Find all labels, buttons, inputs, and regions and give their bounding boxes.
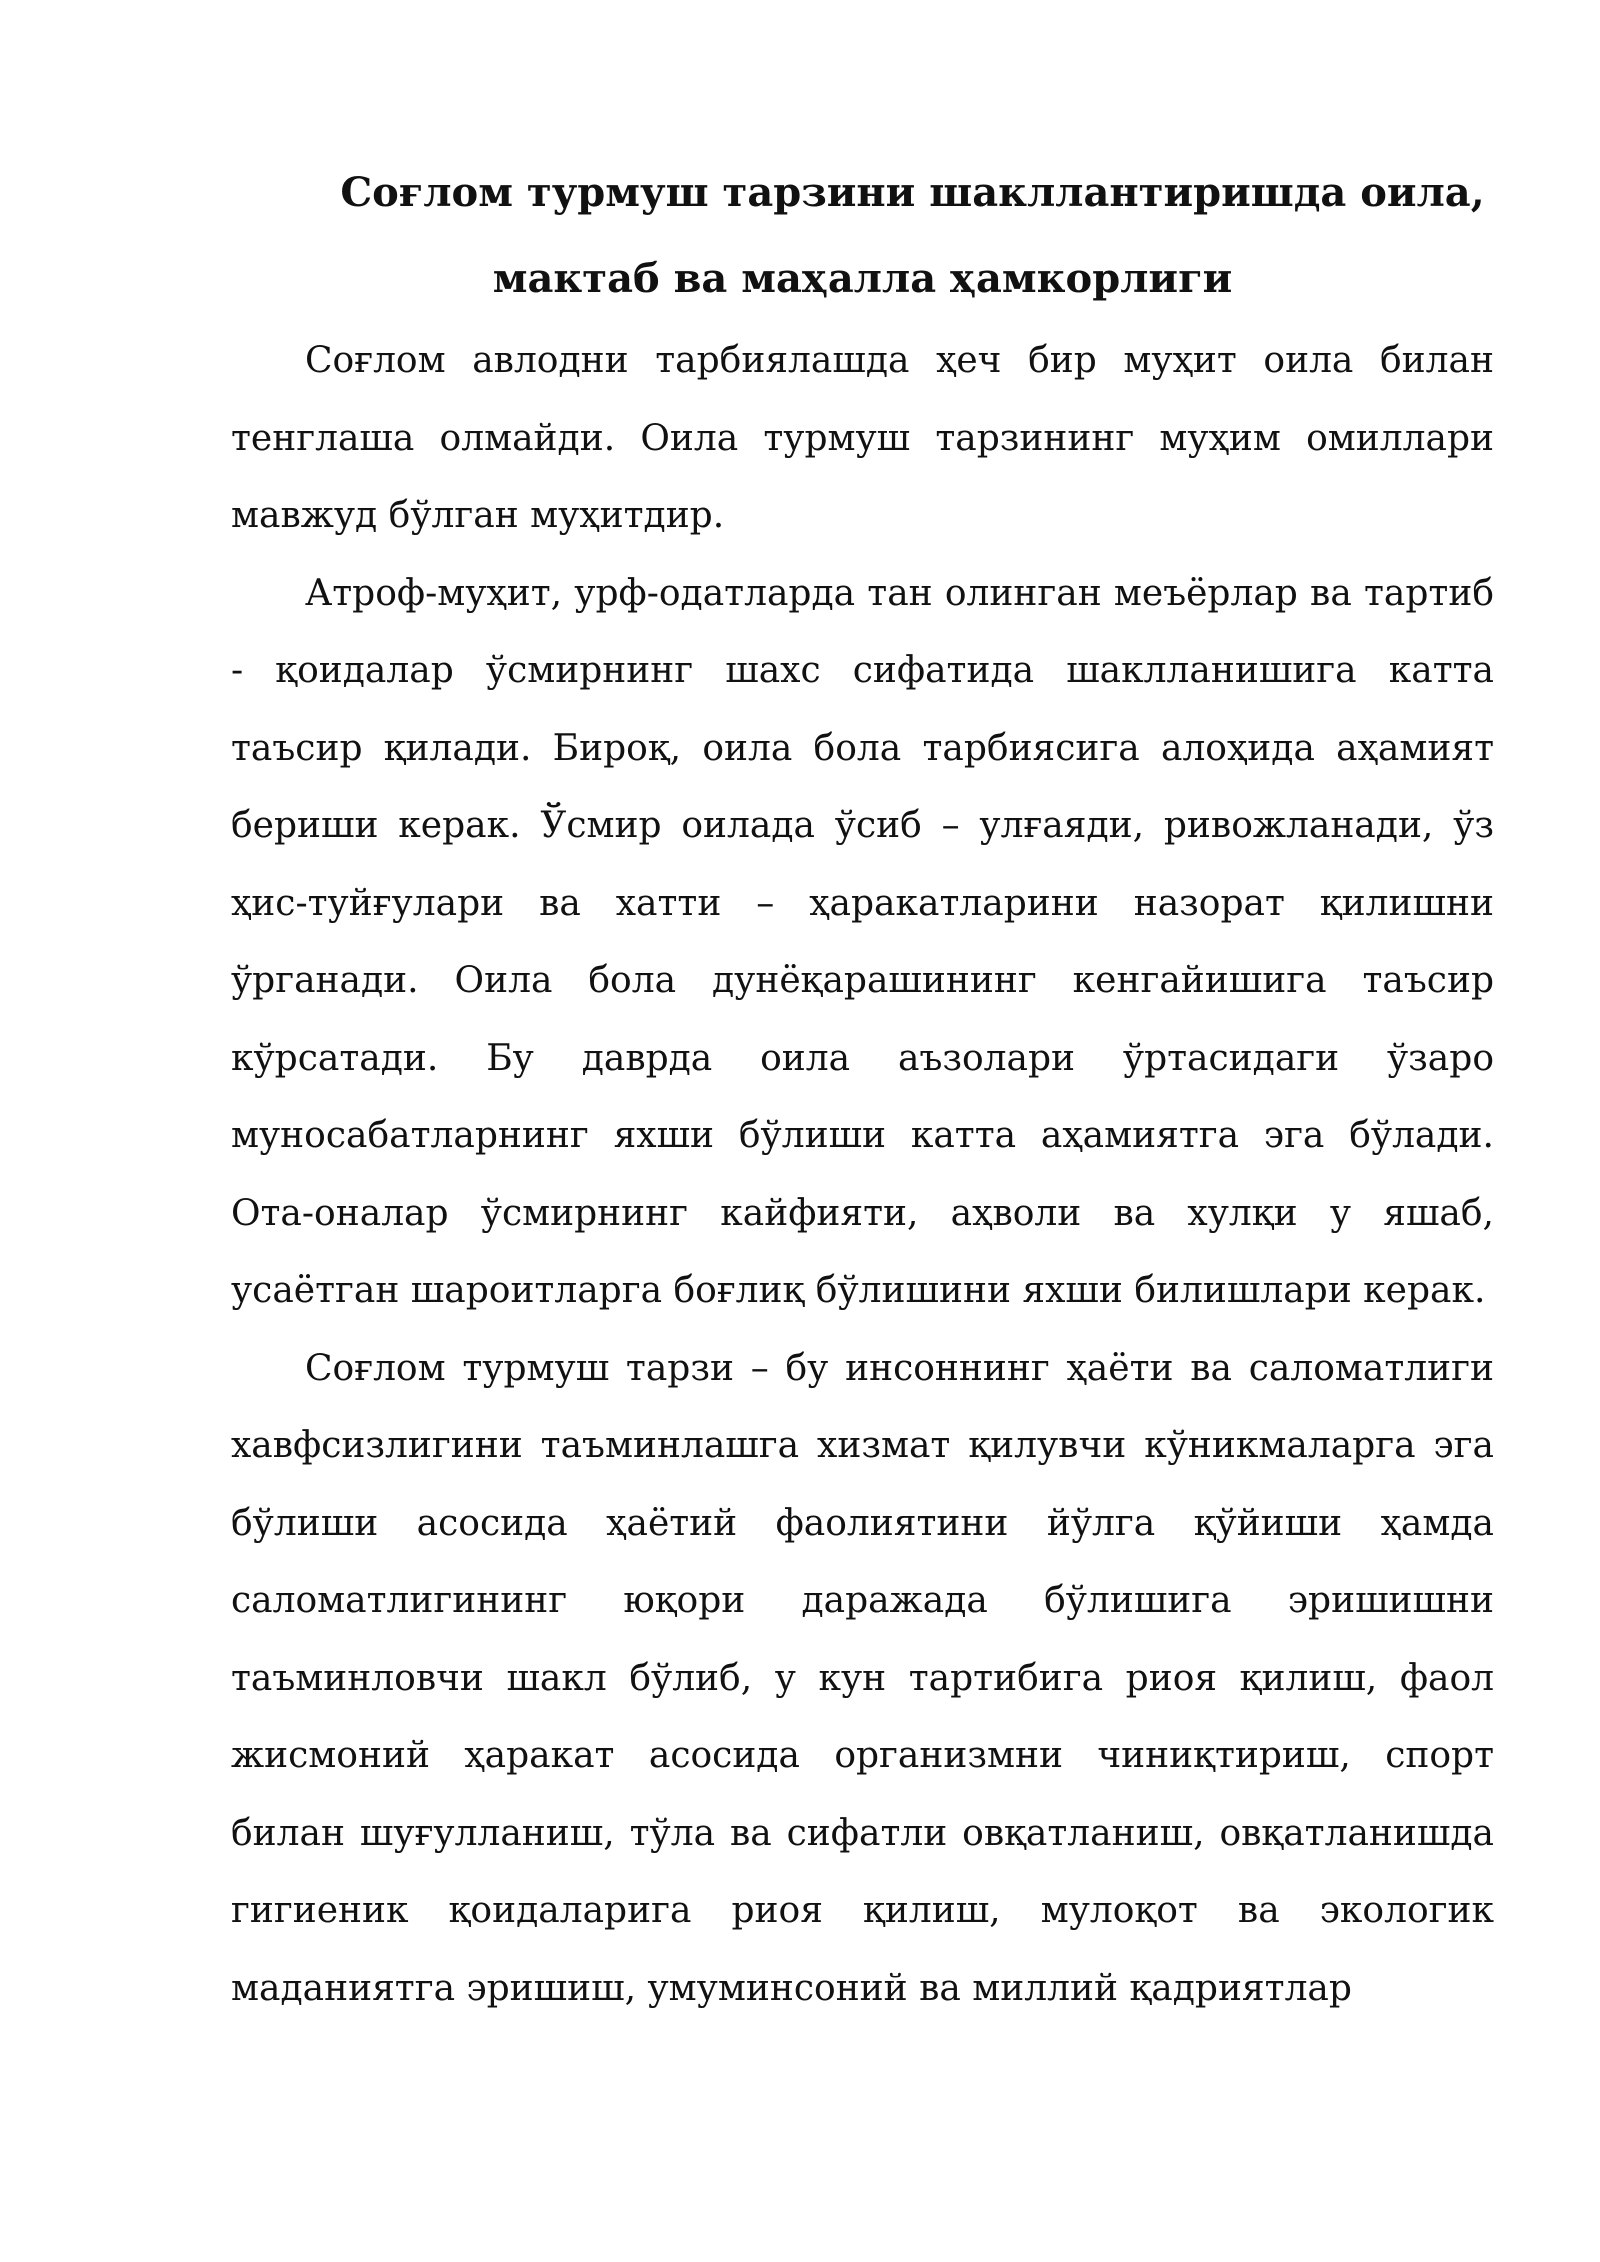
paragraph-3: Соғлом турмуш тарзи – бу инсоннинг ҳаёти ва саломатлиги хавфсизлигини таъминлашга хизмат қилувчи кўникмаларга эга бўлиши асосида ҳаётий фаолиятини йўлга қўйиши ҳамда саломатлигининг юқори даражада бўлишига эришишни таъминловчи шакл бўлиб, у кун тартибига риоя қилиш, фаол жисмоний ҳаракат асосида организмни чиниқтириш, спорт билан шуғулланиш, тўла ва сифатли овқатланиш, овқатланишда гигиеник қоидаларига риоя қилиш, мулоқот ва экологик маданиятга эришиш, умуминсоний ва миллий қадриятлар xyxy=(231,1347,1494,2009)
document-body xyxy=(231,150,1494,2027)
paragraph-2: Атроф-муҳит, урф-одатларда тан олинган меъёрлар ва тартиб - қоидалар ўсмирнинг шахс сифатида шаклланишига катта таъсир қилади. Бироқ, оила бола тарбиясига алоҳида аҳамият бериши керак. Ўсмир оилада ўсиб – улғаяди, ривожланади, ўз ҳис-туйғулари ва хатти – ҳаракатларини назорат қилишни ўрганади. Оила бола дунёқарашининг кенгайишига таъсир кўрсатади. Бу даврда оила аъзолари ўртасидаги ўзаро муносабатларнинг яхши бўлиши катта аҳамиятга эга бўлади. Ота-оналар ўсмирнинг кайфияти, аҳволи ва хулқи у яшаб, усаётган шароитларга боғлиқ бўлишини яхши билишлари керак. xyxy=(231,572,1494,1311)
page-title xyxy=(231,150,1494,322)
title-line-2: мактаб ва маҳалла ҳамкорлиги xyxy=(492,255,1233,302)
title-line-1: Соғлом турмуш тарзини шакллантиришда оила, xyxy=(340,169,1485,216)
paragraph-1: Соғлом авлодни тарбиялашда ҳеч бир муҳит оила билан тенглаша олмайди. Оила турмуш тарзининг муҳим омиллари мавжуд бўлган муҳитдир. xyxy=(231,340,1494,536)
